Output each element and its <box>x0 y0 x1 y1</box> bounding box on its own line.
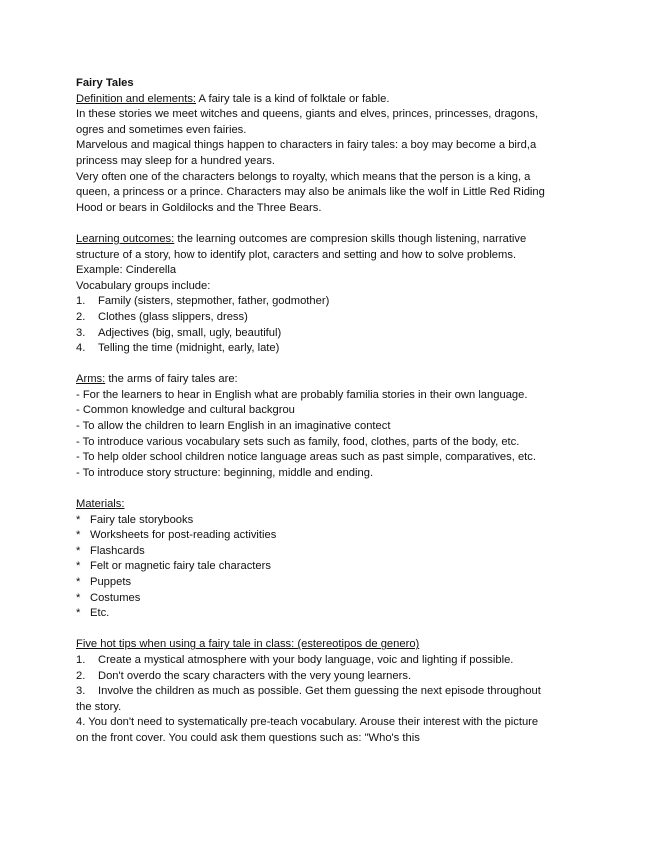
definition-lead: A fairy tale is a kind of folktale or fable. <box>196 92 390 105</box>
definition-line: queen, a princess or a prince. Characters may also be animals like the wolf in Little Red Riding <box>76 186 545 199</box>
materials-list-item <box>76 575 576 591</box>
arms-line: - To introduce story structure: beginning, middle and ending. <box>76 466 374 479</box>
list-text: Flashcards <box>90 544 145 557</box>
tips-line: the story. <box>76 700 122 713</box>
vocabulary-list-item <box>76 310 576 326</box>
definition-line: Very often one of the characters belongs to royalty, which means that the person is a king, a <box>76 170 531 183</box>
arms-line: - For the learners to hear in English what are probably familia stories in their own language. <box>76 388 528 401</box>
tips-heading: Five hot tips when using a fairy tale in class: (estereotipos de genero) <box>76 638 420 651</box>
list-text: Costumes <box>90 591 141 604</box>
list-text: Clothes (glass slippers, dress) <box>98 310 248 323</box>
list-text: Create a mystical atmosphere with your body language, voic and lighting if possible. <box>98 653 514 666</box>
definition-heading: Definition and elements: <box>76 92 197 105</box>
arms-line: - To help older school children notice language areas such as past simple, comparatives, etc. <box>76 451 536 464</box>
list-number: 2. <box>76 669 86 682</box>
materials-list-item <box>76 606 576 622</box>
list-number: 1. <box>76 653 86 666</box>
vocabulary-list-item <box>76 326 576 342</box>
bullet: * <box>76 513 81 526</box>
vocabulary-list-item <box>76 341 576 357</box>
document-title: Fairy Tales <box>76 77 134 89</box>
materials-list-item <box>76 559 576 575</box>
materials-list-item <box>76 528 576 544</box>
tips-list-item <box>76 653 576 669</box>
list-number: 2. <box>76 310 86 323</box>
definition-line: Marvelous and magical things happen to characters in fairy tales: a boy may become a bird,a <box>76 139 537 152</box>
arms-intro <box>76 372 576 388</box>
list-text: Etc. <box>90 607 110 620</box>
arms-line: - Common knowledge and cultural backgrou <box>76 404 295 417</box>
list-text: Fairy tale storybooks <box>90 513 194 526</box>
list-text: Felt or magnetic fairy tale characters <box>90 560 271 573</box>
bullet: * <box>76 544 81 557</box>
tips-list-item <box>76 669 576 685</box>
bullet: * <box>76 560 81 573</box>
materials-heading: Materials: <box>76 498 125 511</box>
materials-list-item <box>76 591 576 607</box>
learning-line: Vocabulary groups include: <box>76 279 211 292</box>
list-text: Worksheets for post-reading activities <box>90 529 277 542</box>
definition-line: princess may sleep for a hundred years. <box>76 154 275 167</box>
arms-line: - To introduce various vocabulary sets such as family, food, clothes, parts of the body, etc. <box>76 435 520 448</box>
arms-lead: the arms of fairy tales are: <box>105 373 238 386</box>
list-text: Involve the children as much as possible. Get them guessing the next episode throughout <box>98 685 541 698</box>
list-number: 1. <box>76 295 86 308</box>
bullet: * <box>76 576 81 588</box>
definition-line: ogres and sometimes even fairies. <box>76 123 247 136</box>
vocabulary-list-item <box>76 294 576 310</box>
learning-lead: the learning outcomes are compresion skills though listening, narrative <box>174 232 527 245</box>
definition-line: In these stories we meet witches and queens, giants and elves, princes, princesses, dragons, <box>76 108 539 121</box>
list-text: Don't overdo the scary characters with the very young learners. <box>98 669 412 682</box>
list-text: Telling the time (midnight, early, late) <box>98 342 280 355</box>
section-gap <box>76 622 576 638</box>
list-text: Puppets <box>90 576 132 588</box>
tips-list-item <box>76 684 576 700</box>
tips-line: 4. You don't need to systematically pre-teach vocabulary. Arouse their interest with the picture <box>76 716 539 729</box>
list-number: 3. <box>76 685 86 698</box>
list-number: 4. <box>76 342 86 355</box>
section-gap <box>76 357 576 373</box>
list-number: 3. <box>76 326 86 339</box>
learning-line: structure of a story, how to identify plot, caracters and setting and how to solve problems. <box>76 248 517 261</box>
bullet: * <box>76 529 81 542</box>
list-text: Family (sisters, stepmother, father, godmother) <box>98 295 330 308</box>
arms-heading: Arms: <box>76 373 106 386</box>
section-gap <box>76 481 576 497</box>
list-text: Adjectives (big, small, ugly, beautiful) <box>98 326 282 339</box>
bullet: * <box>76 591 81 604</box>
materials-list-item <box>76 513 576 529</box>
section-gap <box>76 216 576 232</box>
learning-intro <box>76 232 576 248</box>
arms-line: - To allow the children to learn English in an imaginative contect <box>76 420 391 433</box>
definition-line: Hood or bears in Goldilocks and the Three Bears. <box>76 201 322 214</box>
materials-list-item <box>76 544 576 560</box>
tips-line: on the front cover. You could ask them questions such as: "Who's this <box>76 731 420 744</box>
learning-heading: Learning outcomes: <box>76 232 175 245</box>
definition-intro <box>76 92 576 108</box>
bullet: * <box>76 607 81 620</box>
learning-line: Example: Cinderella <box>76 264 177 277</box>
document-page <box>76 76 576 747</box>
